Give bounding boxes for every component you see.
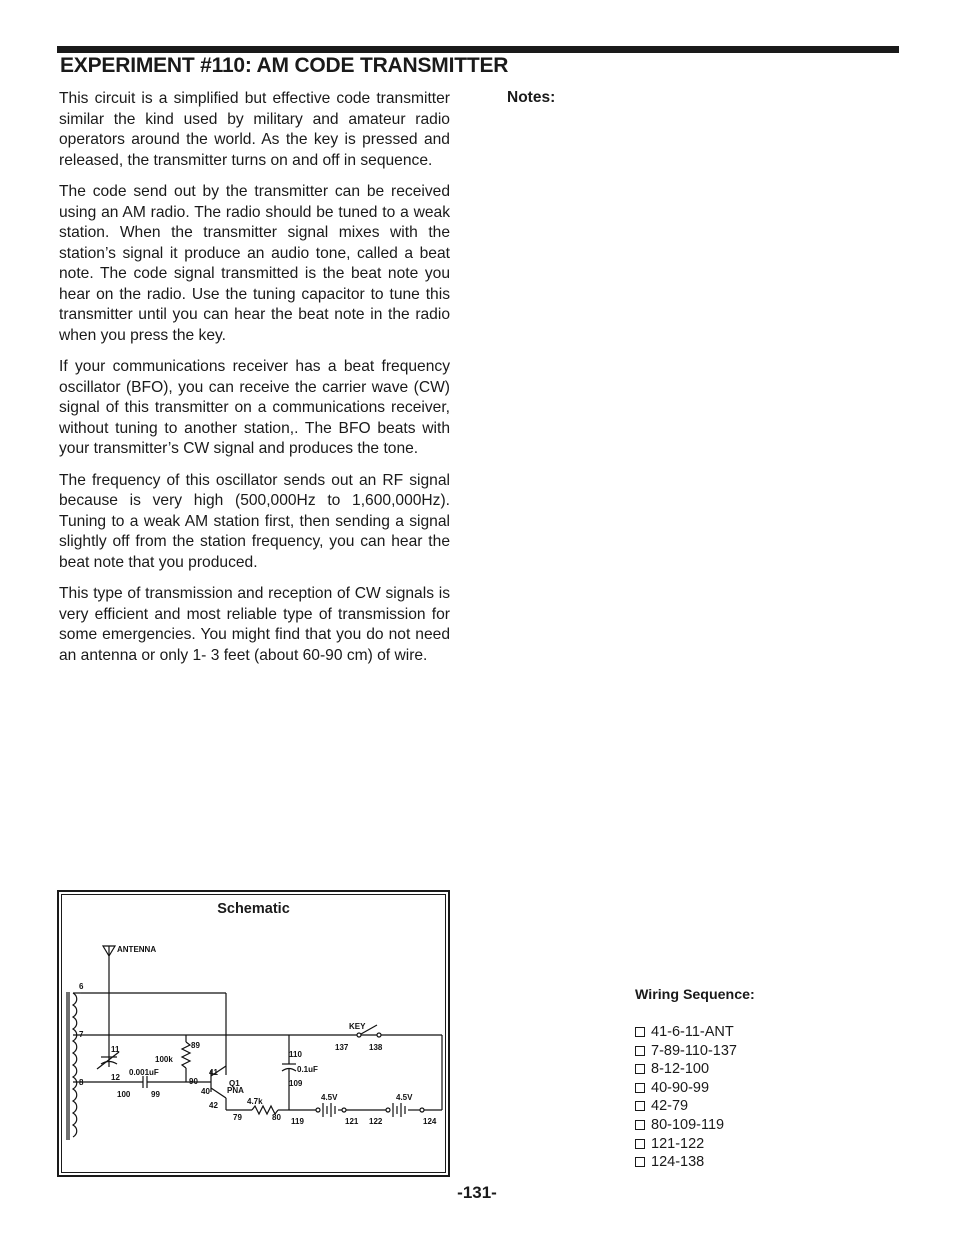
wiring-step-label: 42-79	[651, 1098, 689, 1115]
label-node-40: 40	[201, 1087, 210, 1096]
label-q1: Q1	[229, 1079, 240, 1088]
checkbox-icon[interactable]	[635, 1027, 645, 1037]
wiring-step-label: 121-122	[651, 1135, 705, 1152]
label-node-8: 8	[79, 1078, 84, 1087]
wiring-sequence-title: Wiring Sequence:	[635, 987, 755, 1003]
label-key: KEY	[349, 1022, 366, 1031]
schematic-title: Schematic	[217, 901, 290, 917]
label-battery-1: 4.5V	[321, 1093, 338, 1102]
label-node-109: 109	[289, 1079, 303, 1088]
label-node-90: 90	[189, 1077, 198, 1086]
wiring-step-label: 80-109-119	[651, 1116, 725, 1133]
wiring-list	[635, 1023, 755, 1172]
label-node-12: 12	[111, 1073, 120, 1082]
top-rule	[57, 46, 899, 53]
paragraph-1: This circuit is a simplified but effective code transmitter similar the kind used by military and amateur radio operators around the world. As the key is pressed and released, the transmitter turns on and off in sequence.	[59, 90, 450, 169]
label-node-42: 42	[209, 1101, 218, 1110]
wiring-step-label: 40-90-99	[651, 1079, 710, 1096]
wiring-step-label: 124-138	[651, 1154, 705, 1171]
label-node-110: 110	[289, 1050, 302, 1059]
coil-symbol	[67, 992, 77, 1140]
paragraph-4: The frequency of this oscillator sends out an RF signal because is very high (500,000Hz to 1,600,000Hz). Tuning to a weak AM station first, then sending a signal slightly off from the station frequency, you can hear the beat note that you produced.	[59, 471, 450, 571]
wiring-step	[635, 1079, 755, 1098]
schematic-diagram	[59, 892, 448, 1175]
label-node-122: 122	[369, 1117, 383, 1126]
checkbox-icon[interactable]	[635, 1046, 645, 1056]
label-node-11: 11	[111, 1045, 120, 1054]
page-title: EXPERIMENT #110: AM CODE TRANSMITTER	[60, 54, 509, 77]
wiring-step	[635, 1153, 755, 1172]
wiring-step	[635, 1135, 755, 1154]
variable-capacitor-symbol	[97, 1052, 119, 1069]
page-number: -131-	[457, 1183, 497, 1202]
label-pna: PNA	[227, 1086, 244, 1095]
checkbox-icon[interactable]	[635, 1120, 645, 1130]
notes-label: Notes:	[507, 89, 556, 106]
checkbox-icon[interactable]	[635, 1139, 645, 1149]
label-antenna: ANTENNA	[117, 945, 157, 954]
label-node-6: 6	[79, 982, 84, 991]
label-node-137: 137	[335, 1043, 349, 1052]
label-node-80: 80	[272, 1113, 281, 1122]
paragraph-2: The code send out by the transmitter can be received using an AM radio. The radio should be tuned to a weak station. When the transmitter signal mixes with the station’s signal it produce an audio tone, called a beat note. The code signal transmitted is the beat note you hear on the radio. Use the tuning capacitor to tune this transmitter until you can hear the beat note in the radio when you press the key.	[59, 183, 450, 344]
label-res-100k: 100k	[155, 1055, 173, 1064]
checkbox-icon[interactable]	[635, 1083, 645, 1093]
wiring-step	[635, 1023, 755, 1042]
paragraph-3: If your communications receiver has a beat frequency oscillator (BFO), you can receive the carrier wave (CW) signal of this transmitter on a communications receiver, without tuning to another station,. The BFO beats with your transmitter’s CW signal and produces the tone.	[59, 358, 450, 457]
wiring-step-label: 7-89-110-137	[651, 1042, 737, 1059]
label-battery-2: 4.5V	[396, 1093, 413, 1102]
label-cap-001uf: 0.001uF	[129, 1068, 159, 1077]
paragraph-5: This type of transmission and reception of CW signals is very efficient and most reliable type of transmission for some emergencies. You might find that you do not need an antenna or only 1- 3 feet (about 60-90 cm) of wire.	[59, 585, 450, 664]
label-node-121: 121	[345, 1117, 359, 1126]
label-node-7: 7	[79, 1030, 84, 1039]
label-node-100: 100	[117, 1090, 131, 1099]
label-node-99: 99	[151, 1090, 160, 1099]
checkbox-icon[interactable]	[635, 1064, 645, 1074]
label-res-4-7k: 4.7k	[247, 1097, 263, 1106]
label-node-79: 79	[233, 1113, 242, 1122]
wiring-sequence	[635, 987, 755, 1172]
label-node-119: 119	[291, 1117, 304, 1126]
body-text	[59, 89, 450, 677]
label-node-89: 89	[191, 1041, 200, 1050]
wiring-step	[635, 1097, 755, 1116]
wiring-step	[635, 1116, 755, 1135]
schematic-panel	[57, 890, 450, 1177]
checkbox-icon[interactable]	[635, 1157, 645, 1167]
wiring-step-label: 8-12-100	[651, 1061, 710, 1078]
wiring-step	[635, 1042, 755, 1061]
checkbox-icon[interactable]	[635, 1101, 645, 1111]
label-cap-01uf: 0.1uF	[297, 1065, 318, 1074]
label-node-138: 138	[369, 1043, 383, 1052]
wiring-step	[635, 1060, 755, 1079]
label-node-124: 124	[423, 1117, 437, 1126]
label-node-41: 41	[209, 1068, 218, 1077]
wiring-step-label: 41-6-11-ANT	[651, 1024, 734, 1040]
